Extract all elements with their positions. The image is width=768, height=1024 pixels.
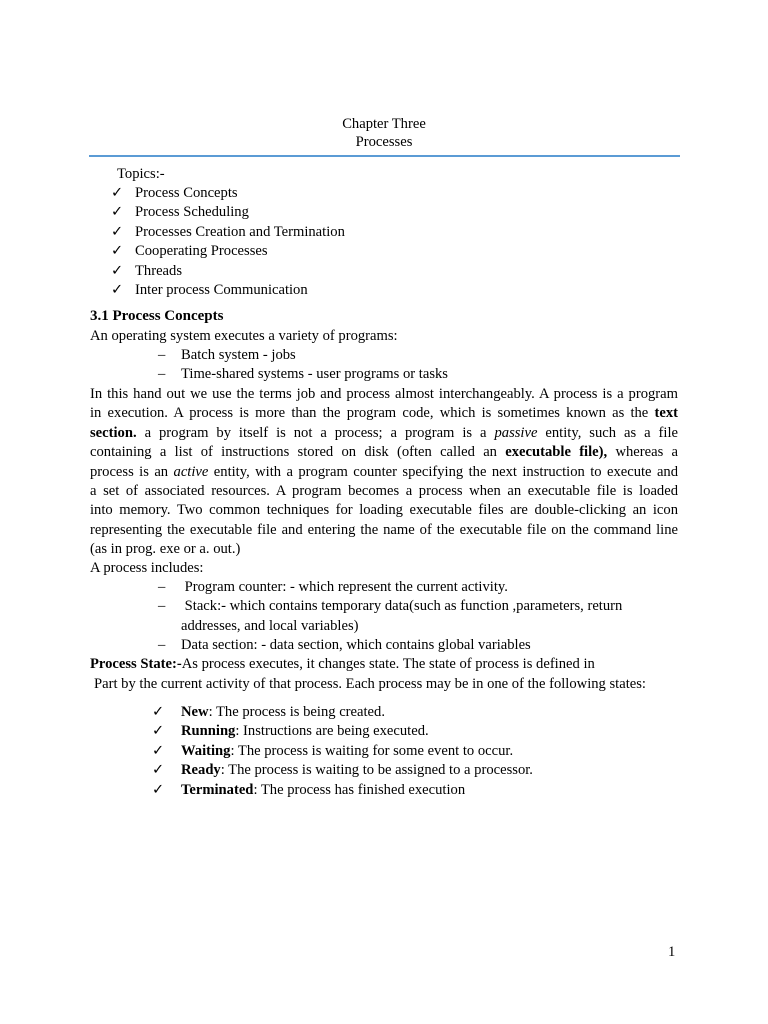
list-item: – Data section: - data section, which contains global variables [158,636,622,655]
list-item: ✓ New: The process is being created. [152,703,533,722]
list-item: ✓ Waiting: The process is waiting for some event to occur. [152,742,533,761]
list-item: – Time-shared systems - user programs or tasks [158,365,448,384]
process-state-continuation: Part by the current activity of that process. Each process may be in one of the following states: [94,676,646,692]
checkmark-icon: ✓ [111,204,124,221]
process-definition-paragraph: In this hand out we use the terms job and process almost interchangeably. A process is a program in execution. A process is more than the program code, which is sometimes known as the text section. a program by itself is not a process; a program is a passive entity, such as a file containing a list of instructions stored on disk (often called an executable file), whereas a process is an active entity, with a program counter specifying the next instruction to execute and a set of associated resources. A program becomes a process when an executable file is loaded into memory. Two common techniques for loading executable files are double-clicking an icon representing the executable file and entering the name of the executable file on the command line (as in prog. exe or a. out.) [90,386,679,558]
section-intro: An operating system executes a variety of programs: [90,328,398,344]
includes-label: A process includes: [90,560,204,576]
list-item: – Program counter: - which represent the current activity. [158,578,622,597]
checkmark-icon: ✓ [111,262,124,279]
list-item: – Batch system - jobs [158,346,448,365]
topics-label: Topics:- [117,166,165,182]
list-item: ✓ Running: Instructions are being executed. [152,722,533,741]
checkmark-icon: ✓ [152,762,165,779]
chapter-title: Chapter Three [342,116,426,132]
list-item: ✓ Processes Creation and Termination [111,223,345,242]
dash-bullet-icon: – [158,579,166,595]
checkmark-icon: ✓ [152,742,165,759]
title-divider [89,155,680,157]
checkmark-icon: ✓ [111,223,124,240]
process-includes-list [158,578,622,656]
checkmark-icon: ✓ [111,185,124,201]
topics-list [111,184,345,300]
process-states-list [152,703,533,800]
program-types-list [158,346,448,385]
list-item: ✓ Inter process Communication [111,281,345,300]
checkmark-icon: ✓ [152,704,165,720]
list-item: ✓ Terminated: The process has finished execution [152,781,533,800]
list-item: ✓ Threads [111,262,345,281]
process-state-paragraph: Process State:-As process executes, it changes state. The state of process is defined in [90,656,595,672]
page-number: 1 [668,944,676,960]
section-heading: 3.1 Process Concepts [90,308,224,324]
list-item: ✓ Process Concepts [111,184,345,203]
dash-bullet-icon: – [158,366,166,383]
checkmark-icon: ✓ [152,723,165,740]
dash-bullet-icon: – [158,637,166,654]
checkmark-icon: ✓ [111,281,124,298]
chapter-subtitle: Processes [355,134,413,150]
list-item: – Stack:- which contains temporary data(such as function ,parameters, return addresses, and local variables) [158,598,623,634]
list-item: ✓ Process Scheduling [111,203,345,222]
checkmark-icon: ✓ [152,781,165,798]
dash-bullet-icon: – [158,598,166,615]
list-item: ✓ Cooperating Processes [111,242,345,261]
list-item: ✓ Ready: The process is waiting to be assigned to a processor. [152,761,533,780]
checkmark-icon: ✓ [111,243,124,260]
dash-bullet-icon: – [158,347,166,363]
